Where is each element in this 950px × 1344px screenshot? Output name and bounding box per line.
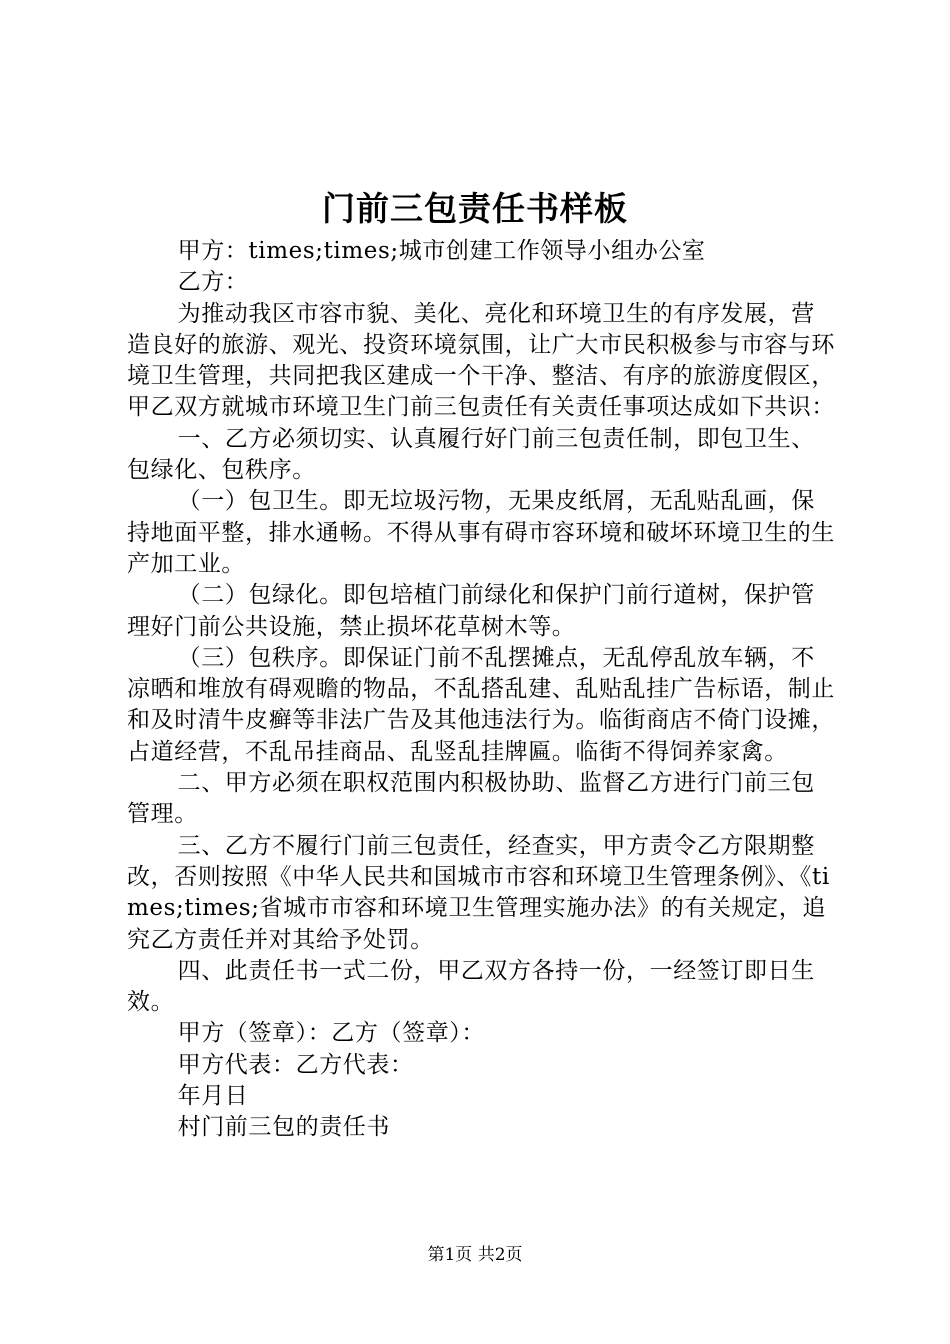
clause-three: 三、乙方不履行门前三包责任，经查实，甲方责令乙方限期整改，否则按照《中华人民共和国城市市容和环境卫生管理条例》、《times;times;省城市市容和环境卫生管理实施办法》的有关规定，追究乙方责任并对其给予处罚。 xyxy=(127,832,830,953)
page-total: 共2页 xyxy=(477,1245,523,1265)
page-number: 第1页 xyxy=(427,1245,473,1265)
document-body xyxy=(127,236,837,1144)
clause-two: 二、甲方必须在职权范围内积极协助、监督乙方进行门前三包管理。 xyxy=(127,770,815,828)
clause-four: 四、此责任书一式二份，甲乙双方各持一份，一经签订即日生效。 xyxy=(127,957,815,1016)
clause-one: 一、乙方必须切实、认真履行好门前三包责任制，即包卫生、包绿化、包秩序。 xyxy=(127,425,815,484)
party-a-line: 甲方：times;times;城市创建工作领导小组办公室 xyxy=(177,238,706,264)
clause-one-greening: （二）包绿化。即包培植门前绿化和保护门前行道树，保护管理好门前公共设施，禁止损坏花草树木等。 xyxy=(127,582,815,640)
clause-one-sanitation: （一）包卫生。即无垃圾污物，无果皮纸屑，无乱贴乱画，保持地面平整，排水通畅。不得从事有碍市容环境和破坏环境卫生的生产加工业。 xyxy=(127,488,835,577)
section-heading: 村门前三包的责任书 xyxy=(177,1114,390,1141)
document-title: 门前三包责任书样板 xyxy=(322,189,628,228)
signature-line: 甲方（签章）：乙方（签章）： xyxy=(177,1020,485,1047)
clause-one-order: （三）包秩序。即保证门前不乱摆摊点，无乱停乱放车辆，不凉晒和堆放有碍观瞻的物品，不乱搭乱建、乱贴乱挂广告标语，制止和及时清牛皮癣等非法广告及其他违法行为。临街商店不倚门设摊，占道经营，不乱吊挂商品、乱竖乱挂牌匾。临街不得饲养家禽。 xyxy=(127,644,835,765)
party-b-line: 乙方： xyxy=(177,269,249,296)
representative-line: 甲方代表：乙方代表： xyxy=(177,1051,414,1078)
date-line: 年月日 xyxy=(177,1083,249,1110)
intro-paragraph: 为推动我区市容市貌、美化、亮化和环境卫生的有序发展，营造良好的旅游、观光、投资环境氛围，让广大市民积极参与市容与环境卫生管理，共同把我区建成一个干净、整洁、有序的旅游度假区，甲乙双方就城市环境卫生门前三包责任有关责任事项达成如下共识： xyxy=(127,300,835,421)
page-footer xyxy=(0,1243,950,1267)
